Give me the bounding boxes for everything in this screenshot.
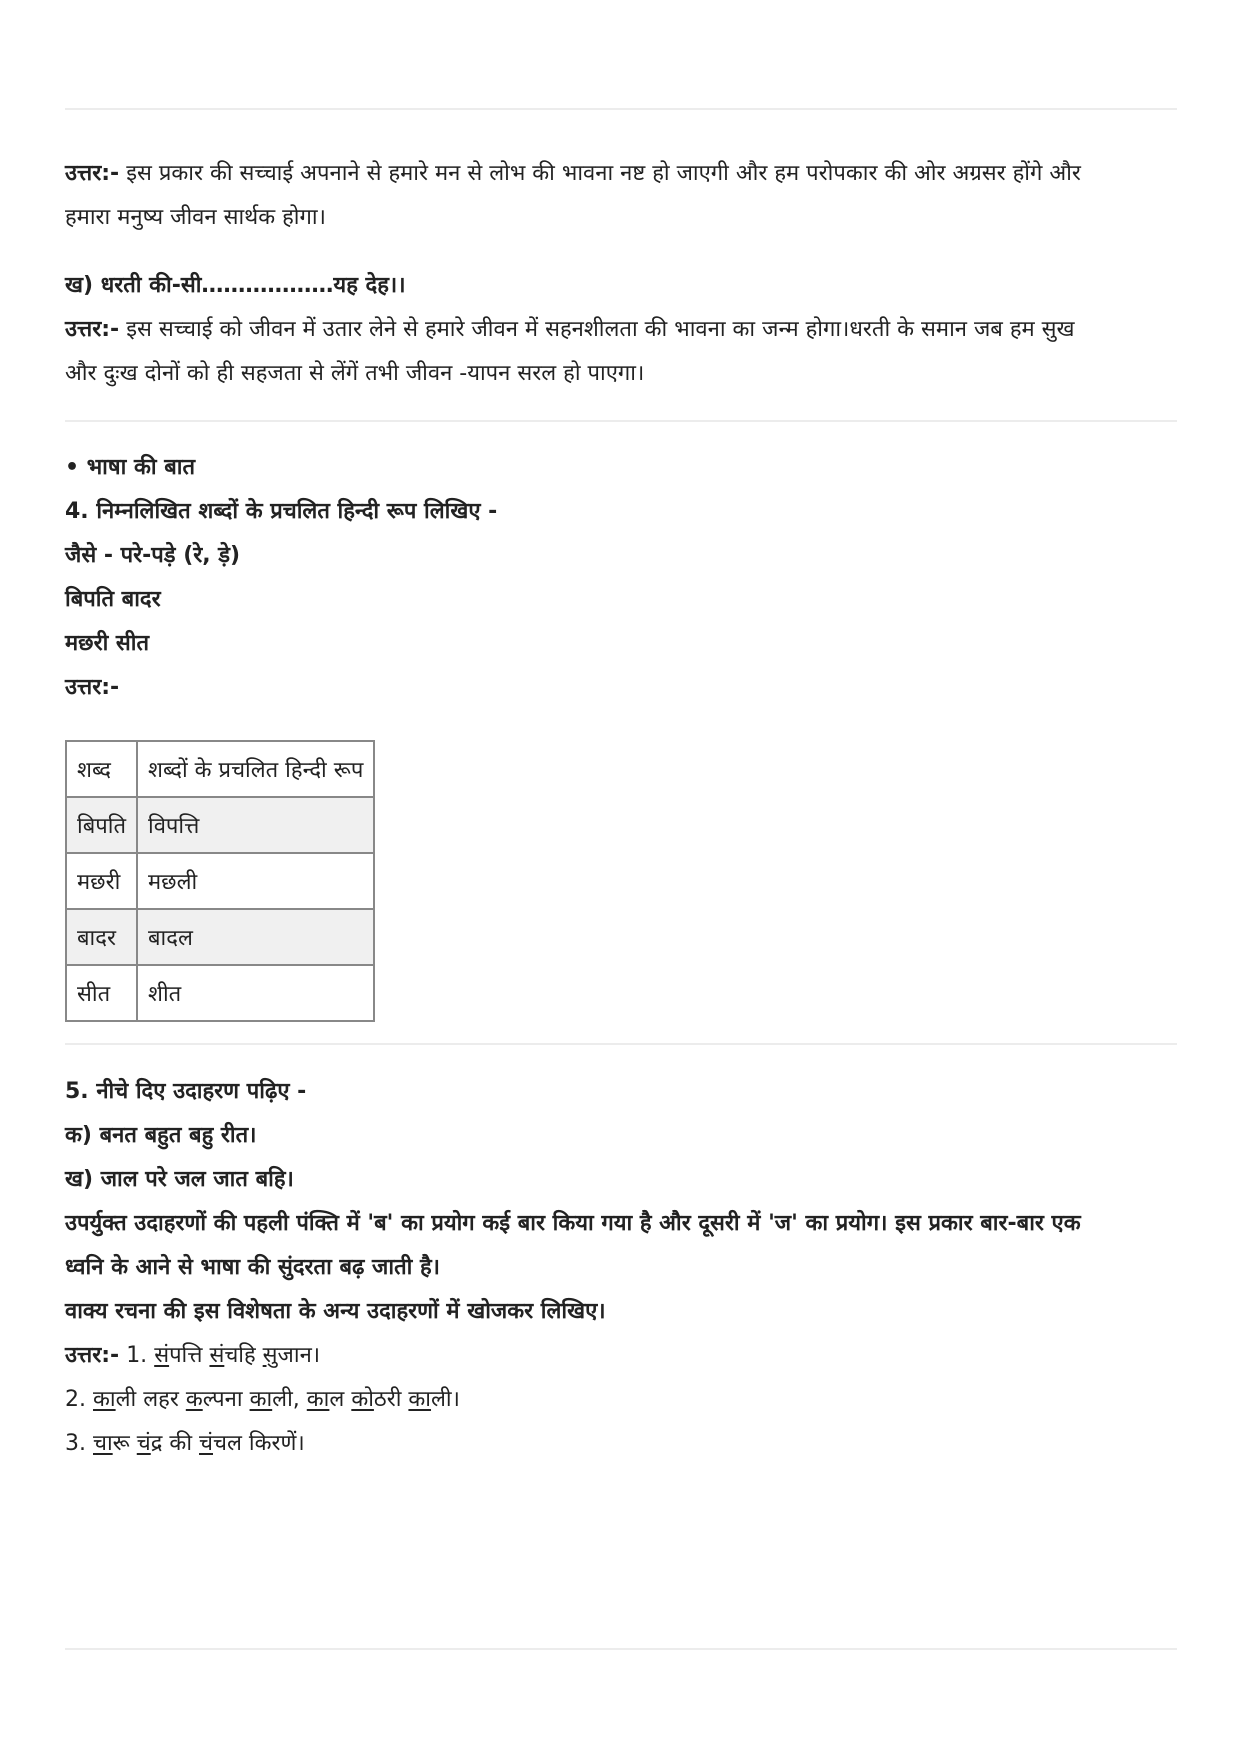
question-b-block	[65, 264, 1177, 396]
example-b: ख) जाल परे जल जात बहि।	[65, 1167, 294, 1192]
table-cell: बिपति	[66, 797, 137, 853]
question-4-block	[65, 446, 1177, 710]
answer-label: उत्तर:-	[65, 161, 120, 186]
answer-1: उत्तर:- 1. संपत्ति संचहि सुजान।	[65, 1343, 321, 1368]
explanation-line-2: ध्वनि के आने से भाषा की सुंदरता बढ़ जाती है।	[65, 1255, 440, 1280]
explanation-line-1: उपर्युक्त उदाहरणों की पहली पंक्ति में 'ब' का प्रयोग कई बार किया गया है और दूसरी में 'ज' का प्रयोग। इस प्रकार बार-बार एक	[65, 1211, 1081, 1236]
table-header-row	[66, 741, 374, 797]
divider	[65, 108, 1177, 110]
table-cell: मछरी	[66, 853, 137, 909]
divider	[65, 1043, 1177, 1045]
table-row	[66, 909, 374, 965]
words-table	[65, 740, 375, 1022]
answer-text: इस सच्चाई को जीवन में उतार लेने से हमारे जीवन में सहनशीलता की भावना का जन्म होगा।धरती के समान जब हम सुख	[126, 317, 1075, 342]
answer-text: इस प्रकार की सच्चाई अपनाने से हमारे मन से लोभ की भावना नष्ट हो जाएगी और हम परोपकार की ओर अग्रसर होंगे और	[126, 161, 1081, 186]
table-cell: विपत्ति	[137, 797, 374, 853]
table-cell: बादल	[137, 909, 374, 965]
divider	[65, 420, 1177, 422]
question-4: 4. निम्नलिखित शब्दों के प्रचलित हिन्दी रूप लिखिए -	[65, 499, 498, 524]
section-heading: • भाषा की बात	[65, 455, 196, 480]
table-header: शब्दों के प्रचलित हिन्दी रूप	[137, 741, 374, 797]
question-5-block	[65, 1070, 1177, 1466]
table-row	[66, 853, 374, 909]
answer-label: उत्तर:-	[65, 1343, 120, 1368]
table-header: शब्द	[66, 741, 137, 797]
words-line-1: बिपति बादर	[65, 587, 161, 612]
answer-text-line2: और दुःख दोनों को ही सहजता से लेंगें तभी जीवन -यापन सरल हो पाएगा।	[65, 361, 645, 386]
example: जैसे - परे-पड़े (रे, ड़े)	[65, 543, 241, 568]
table-cell: मछली	[137, 853, 374, 909]
answer-2: 2. काली लहर कल्पना काली, काल कोठरी काली।	[65, 1387, 460, 1412]
table-cell: सीत	[66, 965, 137, 1021]
question-b: ख) धरती की-सी………………यह देह।।	[65, 273, 406, 298]
example-a: क) बनत बहुत बहु रीत।	[65, 1123, 257, 1148]
answer-label: उत्तर:-	[65, 675, 120, 700]
words-line-2: मछरी सीत	[65, 631, 150, 656]
table-cell: शीत	[137, 965, 374, 1021]
table-cell: बादर	[66, 909, 137, 965]
answer-label: उत्तर:-	[65, 317, 120, 342]
answer-text-line2: हमारा मनुष्य जीवन सार्थक होगा।	[65, 205, 326, 230]
instruction: वाक्य रचना की इस विशेषता के अन्य उदाहरणों में खोजकर लिखिए।	[65, 1299, 606, 1324]
table-row	[66, 965, 374, 1021]
question-5: 5. नीचे दिए उदाहरण पढ़िए -	[65, 1079, 307, 1104]
divider	[65, 1648, 1177, 1650]
table-row	[66, 797, 374, 853]
answer-3: 3. चारू चंद्र की चंचल किरणें।	[65, 1431, 305, 1456]
answer-a	[65, 152, 1177, 240]
